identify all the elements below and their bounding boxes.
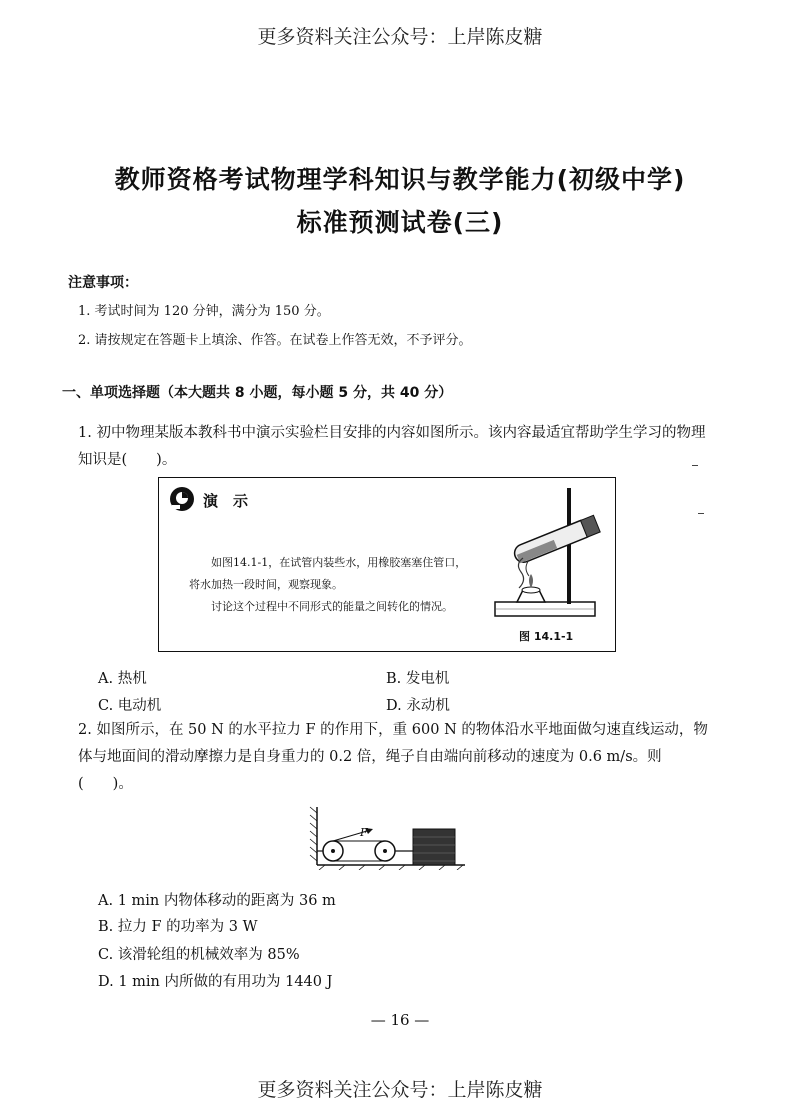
demo-text-2: 讨论这个过程中不同形式的能量之间转化的情况。 [211,600,453,613]
figure-caption: 图 14.1-1 [519,630,574,643]
top-banner: 更多资料关注公众号：上岸陈皮糖 [257,26,543,48]
exam-title-line2: 标准预测试卷(三) [296,208,504,237]
q2-option-d[interactable]: D. 1 min 内所做的有用功为 1440 J [98,974,333,990]
q2-option-b[interactable]: B. 拉力 F 的功率为 3 W [98,919,258,935]
scan-mark [698,513,704,514]
note-item-2: 2. 请按规定在答题卡上填涂、作答。在试卷上作答无效，不予评分。 [78,333,472,348]
exam-title-line1: 教师资格考试物理学科知识与教学能力(初级中学) [114,165,686,194]
test-tube-figure [489,484,611,624]
q1-option-a[interactable]: A. 热机 [98,671,147,687]
scan-mark [692,465,698,466]
question-2-stem: 2. 如图所示，在 50 N 的水平拉力 F 的作用下，重 600 N 的物体沿水平地面做匀速直线运动，物体与地面间的滑动摩擦力是自身重力的 0.2 倍，绳子自由端向前移动的速度为 0.6 m/s。则( )。 [78,722,708,792]
demo-title: 演 示 [203,492,249,510]
force-label: F [360,826,368,839]
q1-option-c[interactable]: C. 电动机 [98,698,162,714]
pulley-figure [305,803,470,870]
note-item-1: 1. 考试时间为 120 分钟，满分为 150 分。 [78,304,330,319]
section-heading: 一、单项选择题（本大题共 8 小题，每小题 5 分，共 40 分） [62,385,453,401]
demo-box [158,477,616,652]
demo-logo-icon [169,486,195,512]
page-number: — 16 — [370,1011,430,1029]
q1-option-b[interactable]: B. 发电机 [386,671,450,687]
q2-option-a[interactable]: A. 1 min 内物体移动的距离为 36 m [98,893,336,909]
demo-text-1: 如图14.1-1，在试管内装些水，用橡胶塞塞住管口，将水加热一段时间，观察现象。 [189,556,467,591]
bottom-banner: 更多资料关注公众号：上岸陈皮糖 [257,1079,543,1101]
notes-heading: 注意事项： [68,275,138,291]
q1-option-d[interactable]: D. 永动机 [386,698,450,714]
q2-option-c[interactable]: C. 该滑轮组的机械效率为 85% [98,947,300,963]
question-1-stem: 1. 初中物理某版本教科书中演示实验栏目安排的内容如图所示。该内容最适宜帮助学生学习的物理知识是( )。 [78,425,706,468]
